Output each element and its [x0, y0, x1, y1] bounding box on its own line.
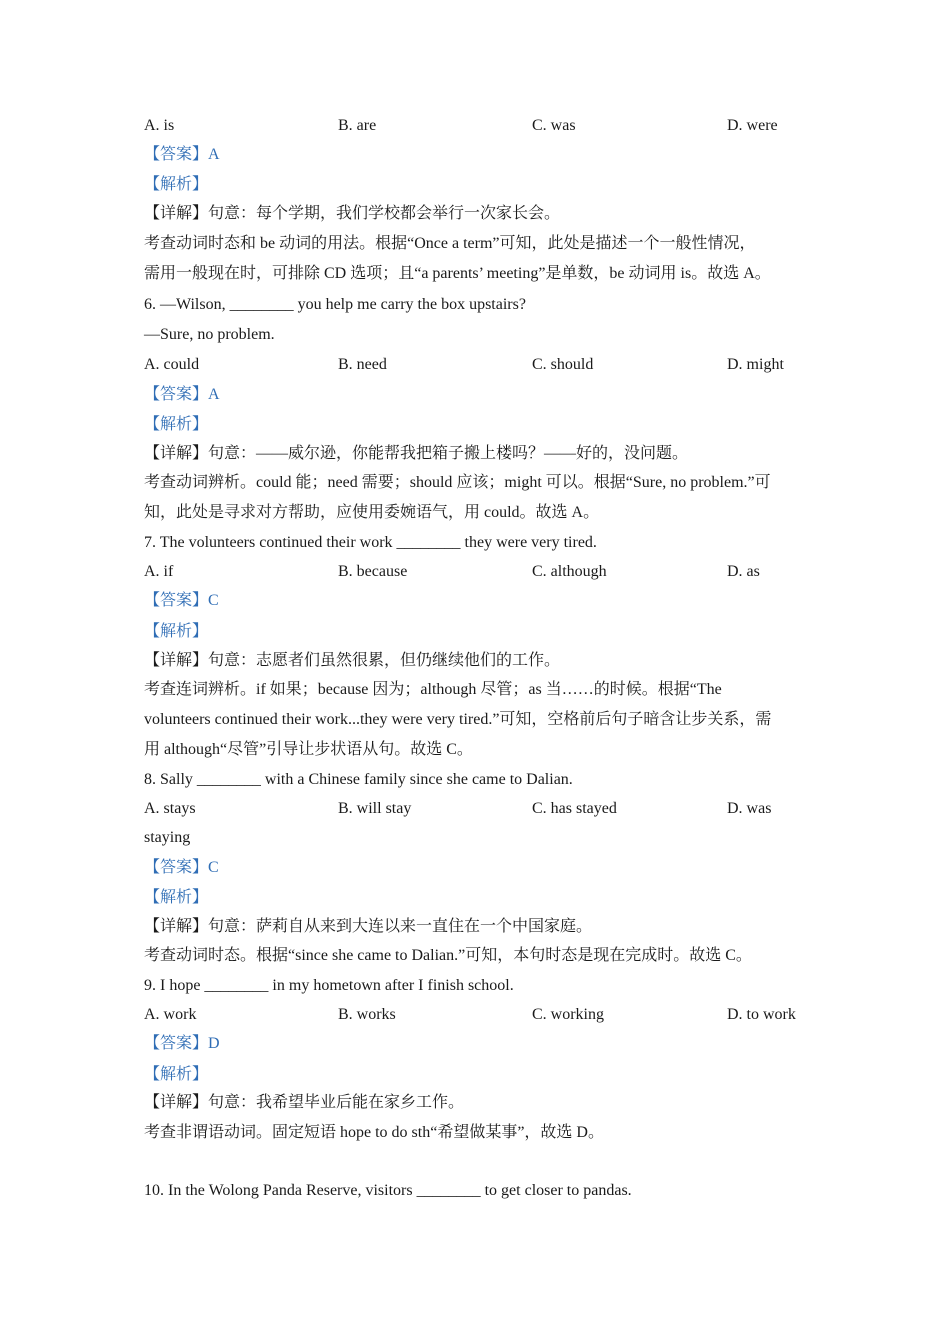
- q6-option-a: A. could: [144, 356, 200, 373]
- q7-option-b: B. because: [338, 563, 408, 580]
- q8-answer: 【答案】C: [144, 859, 219, 876]
- q6-question: 6. —Wilson, ________ you help me carry the box upstairs?: [144, 296, 526, 313]
- q7-detail-line: volunteers continued their work...they were very tired.”可知，空格前后句子暗含让步关系，需: [144, 711, 772, 728]
- q7-options: [144, 562, 824, 582]
- q7-detail-line: 用 although“尽管”引导让步状语从句。故选 C。: [144, 741, 473, 758]
- q7-question: 7. The volunteers continued their work ________ they were very tired.: [144, 534, 597, 551]
- q6-option-d: D. might: [727, 356, 784, 373]
- q9-analysis-label: 【解析】: [144, 1066, 209, 1083]
- q7-analysis-label: 【解析】: [144, 623, 209, 640]
- q10-question: 10. In the Wolong Panda Reserve, visitors ________ to get closer to pandas.: [144, 1182, 632, 1199]
- q5-detail-line: 考查动词时态和 be 动词的用法。根据“Once a term”可知，此处是描述一个一般性情况，: [144, 235, 756, 252]
- q8-detail-line: 【详解】句意：萨莉自从来到大连以来一直住在一个中国家庭。: [144, 918, 593, 935]
- q9-options: [144, 1005, 824, 1025]
- q8-question: 8. Sally ________ with a Chinese family since she came to Dalian.: [144, 771, 573, 788]
- q9-option-c: C. working: [532, 1006, 604, 1023]
- q7-option-d: D. as: [727, 563, 760, 580]
- q6-option-b: B. need: [338, 356, 387, 373]
- q8-option-c: C. has stayed: [532, 800, 617, 817]
- q7-option-c: C. although: [532, 563, 607, 580]
- q5-option-a: A. is: [144, 117, 175, 134]
- q7-option-a: A. if: [144, 563, 174, 580]
- q9-detail-line: 考查非谓语动词。固定短语 hope to do sth“希望做某事”，故选 D。: [144, 1124, 604, 1141]
- q8-analysis-label: 【解析】: [144, 889, 209, 906]
- q6-option-c: C. should: [532, 356, 594, 373]
- q5-detail-line: 需用一般现在时，可排除 CD 选项；且“a parents’ meeting”是单数，be 动词用 is。故选 A。: [144, 265, 771, 282]
- q6-options: [144, 355, 824, 375]
- q8-option-d-wrap: staying: [144, 829, 191, 846]
- q5-option-c: C. was: [532, 117, 576, 134]
- q9-detail-line: 【详解】句意：我希望毕业后能在家乡工作。: [144, 1094, 465, 1111]
- q8-option-b: B. will stay: [338, 800, 412, 817]
- q6-detail-line: 【详解】句意：——威尔逊，你能帮我把箱子搬上楼吗？——好的，没问题。: [144, 445, 689, 462]
- q6-analysis-label: 【解析】: [144, 416, 209, 433]
- q9-option-a: A. work: [144, 1006, 197, 1023]
- q6-question-reply: —Sure, no problem.: [144, 326, 275, 343]
- q9-option-b: B. works: [338, 1006, 396, 1023]
- q5-analysis-label: 【解析】: [144, 176, 209, 193]
- q7-detail-line: 【详解】句意：志愿者们虽然很累，但仍继续他们的工作。: [144, 652, 561, 669]
- q7-answer: 【答案】C: [144, 592, 219, 609]
- q9-option-d: D. to work: [727, 1006, 796, 1023]
- q9-answer: 【答案】D: [144, 1035, 220, 1052]
- q5-answer: 【答案】A: [144, 146, 220, 163]
- q8-options: [144, 799, 824, 819]
- q5-option-b: B. are: [338, 117, 377, 134]
- q5-options: [144, 116, 824, 136]
- q8-option-a: A. stays: [144, 800, 196, 817]
- q6-detail-line: 考查动词辨析。could 能；need 需要；should 应该；might 可以。根据“Sure, no problem.”可: [144, 474, 771, 491]
- q6-answer: 【答案】A: [144, 386, 220, 403]
- q6-detail-line: 知，此处是寻求对方帮助，应使用委婉语气，用 could。故选 A。: [144, 504, 600, 521]
- q7-detail-line: 考查连词辨析。if 如果；because 因为；although 尽管；as 当……的时候。根据“The: [144, 681, 722, 698]
- q5-option-d: D. were: [727, 117, 778, 134]
- q8-option-d: D. was: [727, 800, 772, 817]
- q8-detail-line: 考查动词时态。根据“since she came to Dalian.”可知，本句时态是现在完成时。故选 C。: [144, 947, 752, 964]
- q9-question: 9. I hope ________ in my hometown after I finish school.: [144, 977, 514, 994]
- q5-detail-line: 【详解】句意：每个学期，我们学校都会举行一次家长会。: [144, 205, 561, 222]
